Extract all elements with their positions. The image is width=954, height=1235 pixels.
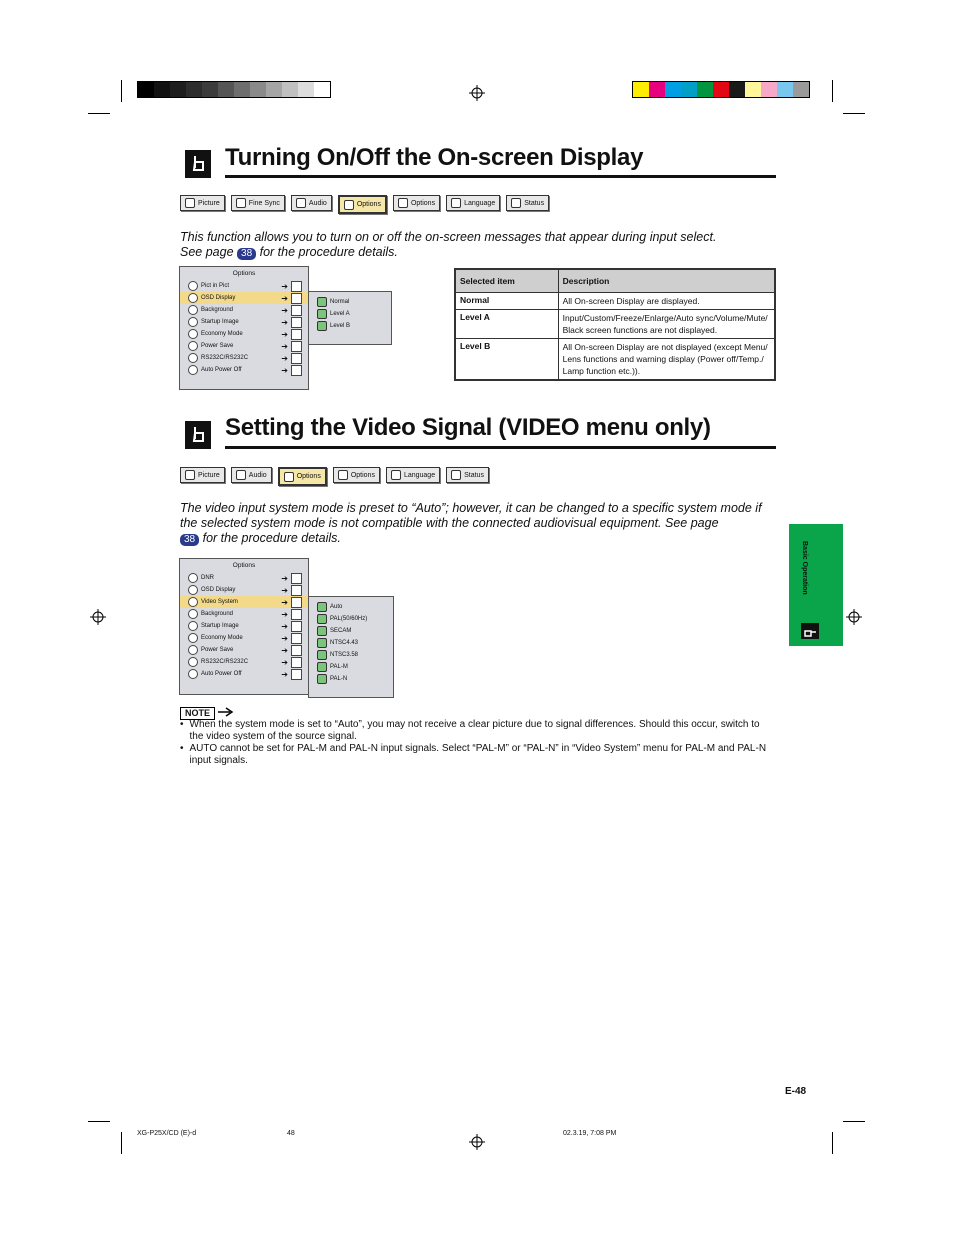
tab-icon xyxy=(296,198,306,208)
submenu-label: NTSC4.43 xyxy=(330,640,359,646)
table-cell-desc: All On-screen Display are not displayed (except Menu/ Lens functions and warning display (Power off/Temp./ Lamp function etc.)). xyxy=(558,339,775,381)
menu-item-icon xyxy=(188,341,198,351)
crop-mark xyxy=(121,80,122,102)
osd-menu-item[interactable] xyxy=(180,656,308,668)
color-swatch xyxy=(665,82,681,97)
arrow-right-icon xyxy=(218,707,234,717)
option-icon xyxy=(317,309,327,319)
tab-label: Fine Sync xyxy=(248,199,280,207)
osd-item-label: Economy Mode xyxy=(201,635,243,641)
crop-mark xyxy=(121,1132,122,1154)
table-header: Selected item xyxy=(455,269,558,293)
color-swatch xyxy=(649,82,665,97)
option-icon xyxy=(317,638,327,648)
submenu-label: SECAM xyxy=(330,628,352,634)
osd-header: Options xyxy=(232,562,256,569)
tab-label: Language xyxy=(403,471,436,479)
color-swatch xyxy=(298,82,314,97)
tab-icon xyxy=(344,200,354,210)
setting-icon xyxy=(291,585,302,596)
menu-item-icon xyxy=(188,585,198,595)
side-tab-label: Basic Operation xyxy=(801,541,808,595)
arrow-right-icon: ➔ xyxy=(281,585,288,595)
submenu-label: Normal xyxy=(330,299,350,305)
table-header: Description xyxy=(558,269,775,293)
menu-tab[interactable] xyxy=(180,467,225,483)
osd-menu-item[interactable] xyxy=(180,280,308,292)
menu-item-icon xyxy=(188,293,198,303)
menu-tab-bar xyxy=(180,467,489,486)
color-swatch xyxy=(633,82,649,97)
tab-icon xyxy=(338,470,348,480)
page-ref-badge[interactable]: 38 xyxy=(237,248,256,260)
tab-label: Options xyxy=(350,471,375,479)
setting-icon xyxy=(291,609,302,620)
crop-mark xyxy=(88,1121,110,1122)
tab-icon xyxy=(391,470,401,480)
submenu-option[interactable] xyxy=(309,613,393,625)
menu-tab-bar xyxy=(180,195,549,214)
osd-menu-item[interactable] xyxy=(180,668,308,680)
osd-item-label: Background xyxy=(201,307,234,313)
crop-mark xyxy=(832,1132,833,1154)
submenu-label: PAL-M xyxy=(330,664,348,670)
arrow-right-icon: ➔ xyxy=(281,621,288,631)
menu-tab[interactable] xyxy=(446,467,489,483)
color-swatch xyxy=(713,82,729,97)
note-list xyxy=(180,719,776,767)
setting-icon xyxy=(291,317,302,328)
title-rule xyxy=(225,175,776,178)
color-swatch xyxy=(681,82,697,97)
table-cell-desc: All On-screen Display are displayed. xyxy=(558,293,775,310)
osd-menu-item[interactable] xyxy=(180,364,308,376)
table-row xyxy=(455,339,775,381)
osd-item-label: DNR xyxy=(201,575,214,581)
menu-item-icon xyxy=(188,609,198,619)
submenu-option[interactable] xyxy=(309,673,393,685)
setting-icon xyxy=(291,669,302,680)
menu-tab[interactable] xyxy=(386,467,440,483)
menu-item-icon xyxy=(188,669,198,679)
osd-header: Options xyxy=(232,270,256,277)
menu-item-icon xyxy=(188,657,198,667)
arrow-right-icon: ➔ xyxy=(281,633,288,643)
menu-tab[interactable] xyxy=(446,195,500,211)
setting-icon xyxy=(291,597,302,608)
color-swatch xyxy=(138,82,154,97)
setting-icon xyxy=(291,353,302,364)
tab-label: Status xyxy=(524,199,545,207)
osd-menu-item[interactable] xyxy=(180,328,308,340)
option-icon xyxy=(317,626,327,636)
tab-icon xyxy=(236,470,246,480)
tab-label: Status xyxy=(464,471,484,479)
title-rule xyxy=(225,446,776,449)
note-bullet-text: When the system mode is set to “Auto”, you may not receive a clear picture due to signal differences. Should this occur, switch to the video system of the source signal. xyxy=(189,719,760,742)
menu-item-icon xyxy=(188,281,198,291)
menu-tab[interactable] xyxy=(278,467,327,486)
osd-menu-item[interactable] xyxy=(180,304,308,316)
color-swatch xyxy=(234,82,250,97)
submenu-option[interactable] xyxy=(309,637,393,649)
option-icon xyxy=(317,650,327,660)
color-swatch xyxy=(170,82,186,97)
options-menu-screenshot xyxy=(179,558,309,695)
arrow-right-icon: ➔ xyxy=(281,669,288,679)
option-icon xyxy=(317,321,327,331)
menu-tab[interactable] xyxy=(393,195,440,211)
color-swatch xyxy=(745,82,761,97)
tab-label: Options xyxy=(410,199,436,207)
intro-text xyxy=(180,230,780,260)
tab-label: Picture xyxy=(198,199,220,207)
intro-text xyxy=(180,501,780,546)
arrow-right-icon: ➔ xyxy=(281,281,288,291)
arrow-right-icon: ➔ xyxy=(281,645,288,655)
submenu-label: PAL(50/60Hz) xyxy=(330,616,368,622)
table-cell-item: Level B xyxy=(455,339,558,381)
arrow-right-icon: ➔ xyxy=(281,293,288,303)
osd-item-label: RS232C/RS232C xyxy=(201,659,249,665)
osd-item-label: RS232C/RS232C xyxy=(201,355,249,361)
osd-submenu xyxy=(308,596,394,698)
list-item: • When the system mode is set to “Auto”, you may not receive a clear picture due to signal differences. Should this occur, switch to the video system of the source signal. xyxy=(180,719,776,743)
intro-tail: for the procedure details. xyxy=(259,245,398,259)
intro-sentence: The video input system mode is preset to “Auto”; however, it can be changed to a specific system mode if the selected system mode is not compatible with the connected audiovisual equipment. See page xyxy=(180,501,762,530)
arrow-right-icon: ➔ xyxy=(281,573,288,583)
color-swatch xyxy=(729,82,745,97)
osd-item-label: Background xyxy=(201,611,234,617)
option-icon xyxy=(317,602,327,612)
tab-label: Audio xyxy=(248,471,267,479)
crop-mark xyxy=(843,1121,865,1122)
footer-right: 02.3.19, 7:08 PM xyxy=(563,1130,617,1137)
setting-icon xyxy=(291,281,302,292)
osd-item-label: OSD Display xyxy=(201,587,236,593)
setting-icon xyxy=(291,621,302,632)
color-swatch xyxy=(314,82,330,97)
table-row xyxy=(455,293,775,310)
setting-icon xyxy=(291,329,302,340)
submenu-option[interactable] xyxy=(309,661,393,673)
color-swatch xyxy=(154,82,170,97)
osd-item-label: Power Save xyxy=(201,647,234,653)
arrow-right-icon: ➔ xyxy=(281,609,288,619)
color-swatch xyxy=(266,82,282,97)
arrow-right-icon: ➔ xyxy=(281,329,288,339)
table-cell-item: Normal xyxy=(455,293,558,310)
tab-label: Options xyxy=(296,473,321,480)
option-icon xyxy=(317,662,327,672)
hand-pointer-icon xyxy=(185,421,211,449)
osd-menu-item[interactable] xyxy=(180,584,308,596)
menu-item-icon xyxy=(188,317,198,327)
osd-menu-item[interactable] xyxy=(180,316,308,328)
section-title: Turning On/Off the On-screen Display xyxy=(225,144,644,171)
color-swatch xyxy=(282,82,298,97)
footer-center: 48 xyxy=(287,1130,295,1137)
gray-color-bar xyxy=(137,81,331,98)
tab-label: Audio xyxy=(308,199,327,207)
tab-icon xyxy=(451,470,461,480)
menu-item-icon xyxy=(188,353,198,363)
note-bullet-text: AUTO cannot be set for PAL-M and PAL-N input signals. Select “PAL-M” or “PAL-N” in “Video System” menu for PAL-M and PAL-N input signals. xyxy=(189,743,767,766)
arrow-right-icon: ➔ xyxy=(281,305,288,315)
submenu-option[interactable] xyxy=(309,308,391,320)
arrow-right-icon: ➔ xyxy=(281,317,288,327)
color-swatch xyxy=(218,82,234,97)
intro-sentence: This function allows you to turn on or off the on-screen messages that appear during input select. xyxy=(180,230,717,244)
submenu-label: Level B xyxy=(330,323,351,329)
osd-item-label: Startup Image xyxy=(201,623,239,629)
arrow-right-icon: ➔ xyxy=(281,353,288,363)
menu-tab[interactable] xyxy=(333,467,380,483)
osd-menu-item[interactable] xyxy=(180,352,308,364)
osd-item-label: Power Save xyxy=(201,343,234,349)
table-row xyxy=(455,310,775,339)
osd-item-label: Video System xyxy=(201,599,238,605)
setting-icon xyxy=(291,293,302,304)
color-swatch xyxy=(793,82,809,97)
osd-item-label: Economy Mode xyxy=(201,331,243,337)
menu-tab[interactable] xyxy=(338,195,387,214)
color-swatch xyxy=(186,82,202,97)
list-item: • AUTO cannot be set for PAL-M and PAL-N input signals. Select “PAL-M” or “PAL-N” in “Video System” menu for PAL-M and PAL-N input signals. xyxy=(180,743,776,767)
setting-icon xyxy=(291,645,302,656)
submenu-option[interactable] xyxy=(309,296,391,308)
registration-mark-icon xyxy=(469,1134,485,1150)
table-cell-desc: Input/Custom/Freeze/Enlarge/Auto sync/Volume/Mute/ Black screen functions are not displayed. xyxy=(558,310,775,339)
osd-menu-item[interactable] xyxy=(180,596,308,608)
menu-item-icon xyxy=(188,621,198,631)
osd-menu-item[interactable] xyxy=(180,644,308,656)
setting-icon xyxy=(291,573,302,584)
tab-icon xyxy=(185,198,195,208)
page-number: E-48 xyxy=(785,1086,807,1097)
menu-tab[interactable] xyxy=(180,195,225,211)
osd-item-label: Startup Image xyxy=(201,319,239,325)
tab-icon xyxy=(398,198,408,208)
color-bar xyxy=(632,81,810,98)
menu-item-icon xyxy=(188,597,198,607)
setting-icon xyxy=(291,633,302,644)
menu-item-icon xyxy=(188,329,198,339)
osd-menu-item[interactable] xyxy=(180,632,308,644)
menu-item-icon xyxy=(188,573,198,583)
option-icon xyxy=(317,674,327,684)
table-cell-item: Level A xyxy=(455,310,558,339)
color-swatch xyxy=(202,82,218,97)
arrow-right-icon: ➔ xyxy=(281,657,288,667)
crop-mark xyxy=(832,80,833,102)
tab-label: Options xyxy=(356,201,381,208)
submenu-option[interactable] xyxy=(309,601,393,613)
hand-pointer-icon xyxy=(185,150,211,178)
submenu-option[interactable] xyxy=(309,625,393,637)
color-swatch xyxy=(250,82,266,97)
crop-mark xyxy=(843,113,865,114)
menu-tab[interactable] xyxy=(231,195,285,211)
tab-label: Language xyxy=(464,199,496,207)
tab-icon xyxy=(284,472,294,482)
section-title: Setting the Video Signal (VIDEO menu only) xyxy=(225,414,711,441)
menu-item-icon xyxy=(188,633,198,643)
submenu-option[interactable] xyxy=(309,649,393,661)
setting-icon xyxy=(291,657,302,668)
color-swatch xyxy=(697,82,713,97)
osd-item-label: Auto Power Off xyxy=(201,671,242,677)
osd-item-label: OSD Display xyxy=(201,295,236,301)
osd-menu-item[interactable] xyxy=(180,292,308,304)
options-menu-screenshot xyxy=(179,266,309,390)
arrow-right-icon: ➔ xyxy=(281,597,288,607)
option-icon xyxy=(317,614,327,624)
intro-tail: for the procedure details. xyxy=(202,531,341,545)
osd-menu-item[interactable] xyxy=(180,572,308,584)
hand-pointer-icon xyxy=(801,623,819,639)
osd-submenu xyxy=(308,291,392,345)
tab-label: Picture xyxy=(198,471,220,479)
submenu-label: NTSC3.58 xyxy=(330,652,359,658)
registration-mark-icon xyxy=(469,85,485,101)
osd-menu-item[interactable] xyxy=(180,340,308,352)
osd-item-label: Auto Power Off xyxy=(201,367,242,373)
color-swatch xyxy=(761,82,777,97)
setting-icon xyxy=(291,341,302,352)
page-ref-badge[interactable]: 38 xyxy=(180,534,199,546)
footer-left: XG-P25X/CD (E)-d xyxy=(137,1130,197,1137)
submenu-label: Auto xyxy=(330,604,343,610)
registration-mark-icon xyxy=(90,609,106,625)
menu-tab[interactable] xyxy=(506,195,549,211)
menu-item-icon xyxy=(188,305,198,315)
intro-see-page: See page xyxy=(180,245,234,259)
setting-icon xyxy=(291,365,302,376)
description-table xyxy=(454,268,776,381)
osd-menu-item[interactable] xyxy=(180,620,308,632)
tab-icon xyxy=(511,198,521,208)
arrow-right-icon: ➔ xyxy=(281,365,288,375)
note-label: NOTE xyxy=(180,707,215,720)
tab-icon xyxy=(185,470,195,480)
menu-item-icon xyxy=(188,645,198,655)
menu-item-icon xyxy=(188,365,198,375)
tab-icon xyxy=(451,198,461,208)
option-icon xyxy=(317,297,327,307)
osd-item-label: Pict in Pict xyxy=(201,283,230,289)
arrow-right-icon: ➔ xyxy=(281,341,288,351)
submenu-label: Level A xyxy=(330,311,350,317)
menu-tab[interactable] xyxy=(231,467,272,483)
crop-mark xyxy=(88,113,110,114)
submenu-option[interactable] xyxy=(309,320,391,332)
submenu-label: PAL-N xyxy=(330,676,348,682)
menu-tab[interactable] xyxy=(291,195,332,211)
color-swatch xyxy=(777,82,793,97)
tab-icon xyxy=(236,198,246,208)
setting-icon xyxy=(291,305,302,316)
registration-mark-icon xyxy=(846,609,862,625)
osd-menu-item[interactable] xyxy=(180,608,308,620)
